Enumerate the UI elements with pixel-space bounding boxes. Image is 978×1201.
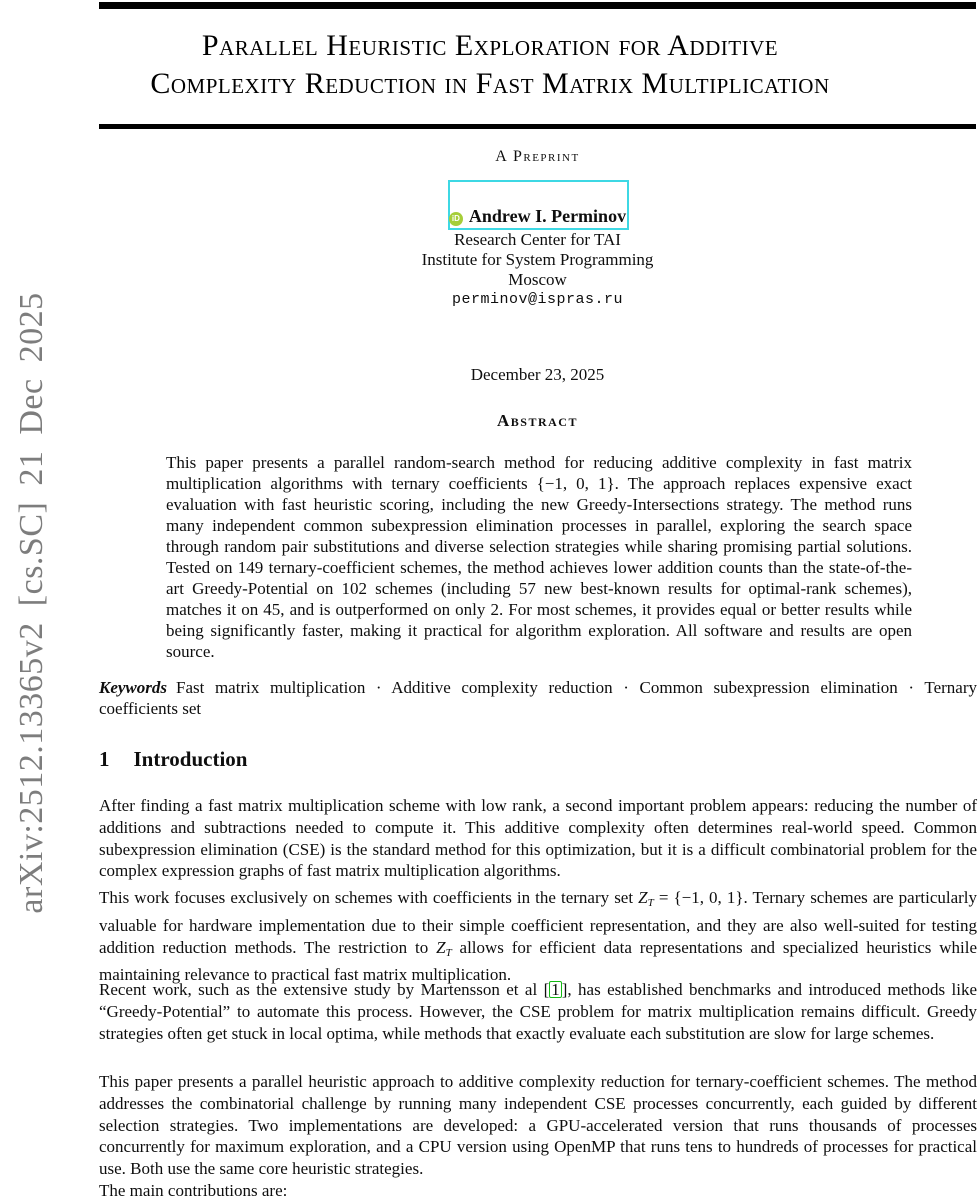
intro-p2-text-b: Ternary schemes are particularly valuable for hardware implementation due to their simple coefficient representation, and they are also well-suited for testing addition reduction methods. The restriction to: [99, 888, 978, 957]
intro-paragraph-1: After finding a fast matrix multiplication scheme with low rank, a second important problem appears: reducing the number of additions and subtractions needed to compute it. This additive complexity often determines real-world speed. Common subexpression elimination (CSE) is the standard method for this optimization, but it is a difficult combinatorial problem for the complex expression graphs of fast matrix multiplication algorithms.: [99, 796, 977, 881]
author-email: perminov@ispras.ru: [451, 291, 624, 308]
keywords-line: [99, 677, 977, 719]
intro-paragraph-3: [99, 979, 977, 1044]
keywords-text: Fast matrix multiplication · Additive complexity reduction · Common subexpression elimination · Ternary coefficients set: [99, 678, 977, 718]
intro-paragraph-4: This paper presents a parallel heuristic approach to additive complexity reduction for ternary-coefficient schemes. The method addresses the combinatorial challenge by running many independent CSE processes concurrently, each guided by different selection strategies. Two implementations are developed: a GPU-accelerated version that runs thousands of processes concurrently for maximum exploration, and a CPU version using OpenMP that runs tens to hundreds of processes for practical use. Both use the same core heuristic strategies.: [99, 1072, 977, 1179]
author-row: [99, 206, 976, 227]
abstract-text: This paper presents a parallel random-search method for reducing additive complexity in fast matrix multiplication algorithms with ternary coefficients {−1, 0, 1}. The approach replaces expensive exact evaluation with fast heuristic scoring, including the new Greedy-Intersections strategy. The method runs many independent common subexpression elimination processes in parallel, exploring the search space through random pair substitutions and diverse selection strategies while sharing promising partial solutions. Tested on 149 ternary-coefficient schemes, the method achieves lower addition counts than the state-of-the-art Greedy-Potential on 102 schemes (including 57 new best-known results for optimal-rank schemes), matches it on 45, and is outperformed on only 2. For most schemes, it provides equal or better results while being significantly faster, making it practical for algorithm exploration. All software and results are open source.: [166, 453, 912, 661]
section-1-title: Introduction: [133, 747, 248, 771]
citation-1-link[interactable]: 1: [551, 980, 560, 999]
orcid-icon[interactable]: iD: [449, 212, 463, 226]
section-1-heading: [99, 747, 976, 772]
author-affiliation-line3: Moscow: [508, 270, 567, 289]
paper-title: [60, 27, 920, 103]
section-1-number: 1: [99, 747, 110, 771]
preprint-label: A Preprint: [495, 148, 580, 165]
math-var-zt: Z: [638, 888, 648, 907]
intro-p3-text-a: Recent work, such as the extensive study by Martensson et al [: [99, 980, 550, 999]
paper-title-line2: Complexity Reduction in Fast Matrix Multiplication: [150, 67, 830, 100]
title-rule-top: [99, 2, 976, 9]
math-var-zt-2: Z: [436, 937, 446, 957]
author-affiliation-line2: Institute for System Programming: [421, 250, 654, 269]
intro-p2-text-a: This work focuses exclusively on schemes with coefficients in the ternary set: [99, 888, 639, 907]
math-sub-t: T: [647, 897, 654, 909]
author-name[interactable]: Andrew I. Perminov: [468, 206, 627, 226]
paper-title-line1: Parallel Heuristic Exploration for Additive: [201, 29, 779, 62]
author-affiliation-line1: Research Center for TAI: [454, 230, 621, 249]
title-rule-bottom: [99, 124, 976, 129]
paper-date: December 23, 2025: [470, 365, 605, 384]
intro-p3-text-b: ], has established benchmarks and introduced methods like “Greedy-Potential” to automate this process. However, the CSE problem for matrix multiplication remains difficult. Greedy strategies often get stuck in local optima, while methods that exactly evaluate each substitution are slow for large schemes.: [99, 980, 977, 1043]
intro-p2-eq: = {−1, 0, 1}.: [653, 888, 753, 907]
arxiv-watermark: arXiv:2512.13365v2 [cs.SC] 21 Dec 2025: [13, 292, 50, 914]
intro-paragraph-2: [99, 887, 977, 986]
abstract-heading: Abstract: [497, 411, 578, 430]
contributions-lead-line: The main contributions are:: [99, 1181, 288, 1200]
intro-p2-text-c: allows for efficient data representations and specialized heuristics while maintaining relevance to practical fast matrix multiplication.: [99, 937, 977, 985]
keywords-label: Keywords: [99, 678, 167, 697]
math-sub-t-2: T: [445, 946, 452, 959]
